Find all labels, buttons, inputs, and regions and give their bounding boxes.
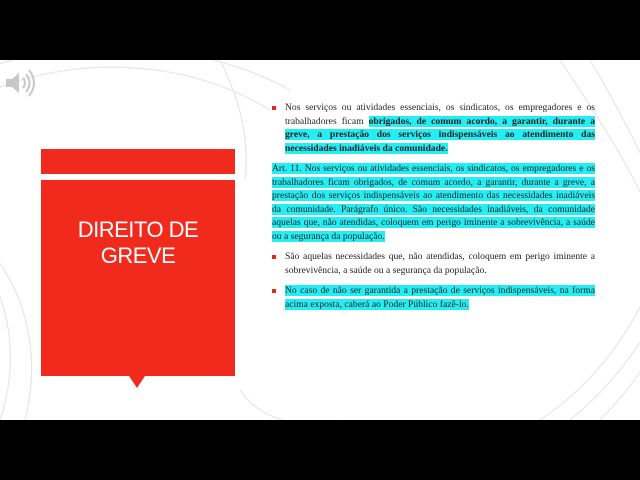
speaker-icon	[4, 68, 40, 98]
paragraph-1-highlight: obrigados, de comum acordo, a garantir, durante a greve, a prestação dos serviços indispensáveis ao atendimento das necessidades inadiáveis da comunidade.	[285, 115, 596, 154]
audio-button[interactable]	[4, 68, 40, 98]
article-paragraph	[272, 162, 595, 243]
slide-title	[41, 217, 235, 269]
content-area	[272, 101, 595, 318]
paragraph-1-text: Nos serviços ou atividades essenciais, os sindicatos, os empregadores e os trabalhadores ficam	[285, 102, 595, 127]
slide-title-line2: GREVE	[100, 243, 176, 268]
bullet-paragraph-1	[272, 101, 595, 155]
title-panel	[41, 180, 235, 376]
article-text: Art. 11. Nos serviços ou atividades essenciais, os sindicatos, os empregadores e os trabalhadores ficam obrigados, de comum acordo, a garantir, durante a greve, a prestação dos serviços indispensáveis ao atendimento das necessidades inadiáveis da comunidade. Parágrafo único. São necessidades inadiáveis, da comunidade aquelas que, não atendidas, coloquem em perigo iminente a sobrevivência, a saúde ou a segurança da população.	[272, 163, 595, 242]
title-panel-pointer	[129, 376, 145, 388]
slide-title-line1: DIREITO DE	[77, 217, 199, 242]
title-accent-bar	[41, 149, 235, 174]
bullet-paragraph-3	[272, 250, 595, 277]
slide	[0, 60, 640, 420]
paragraph-3-text: São aquelas necessidades que, não atendidas, coloquem em perigo iminente a sobrevivência, a saúde ou a segurança da população.	[285, 251, 595, 276]
bullet-paragraph-4	[272, 284, 595, 311]
paragraph-4-text: No caso de não ser garantida a prestação de serviços indispensáveis, na forma acima exposta, caberá ao Poder Público fazê-lo.	[285, 285, 595, 310]
